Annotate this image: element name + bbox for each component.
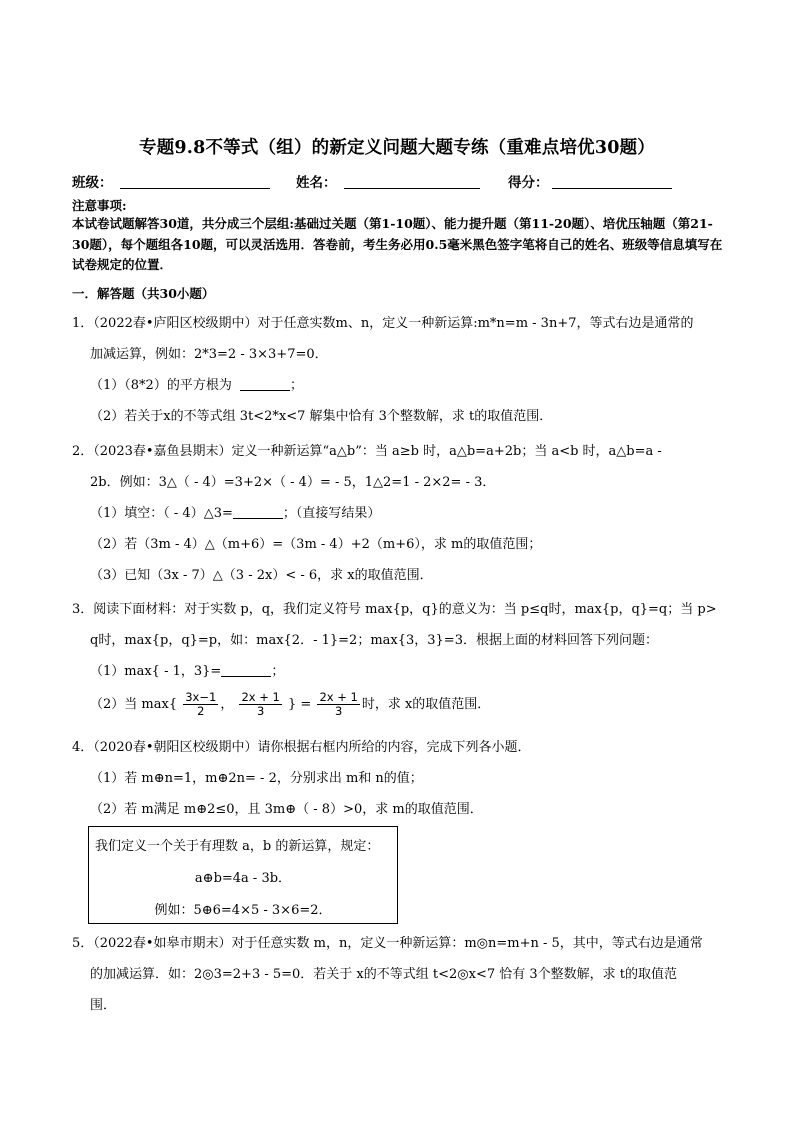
question-3-line-2: q时，max{p，q}=p，如：max{2．- 1}=2；max{3，3}=3．根据上面的材料回答下列问题： — [90, 633, 658, 648]
question-4-part-1: （1）若 m⊕n=1，m⊕2n= - 2，分别求出 m和 n的值； — [90, 771, 423, 786]
question-2-line-1: 2．（2023春•嘉鱼县期末）定义一种新运算“a△b”：当 a≥b 时，a△b=a+2b；当 a<b 时，a△b=a - — [72, 444, 662, 459]
question-2-line-2: 2b．例如：3△（ - 4）=3+2×（ - 4）= - 5，1△2=1 - 2×2= - 3． — [90, 475, 496, 490]
notice-body: 本试卷试题解答30道，共分成三个层组:基础过关题（第1-10题）、能力提升题（第11-20题）、培优压轴题（第21-30题），每个题组各10题，可以灵活选用．答卷前，考生务必用0.5毫米黑色签字笔将自己的姓名、班级等信息填写在试卷规定的位置． — [72, 216, 723, 272]
answer-blank[interactable] — [221, 662, 271, 677]
question-3-part-2-post: 时，求 x的取值范围． — [361, 697, 491, 712]
question-1-line-1: 1．（2022春•庐阳区校级期中）对于任意实数m、n，定义一种新运算:m*n=m - 3n+7，等式右边是通常的 — [72, 316, 694, 331]
question-5-line-3: 围． — [90, 998, 117, 1013]
equals: } = — [288, 697, 312, 712]
fraction-2-numerator: 2x + 1 — [241, 690, 280, 704]
definition-line-1: 我们定义一个关于有理数 a，b 的新运算，规定： — [95, 839, 380, 854]
fraction-1-denominator: 2 — [197, 704, 205, 718]
question-3 — [72, 594, 726, 723]
question-1-part-1-text: （1）（8*2）的平方根为 — [90, 378, 232, 393]
page-title: 专题9.8不等式（组）的新定义问题大题专练（重难点培优30题） — [139, 138, 655, 158]
fraction-3-numerator: 2x + 1 — [319, 690, 358, 704]
question-3-part-1-text: （1）max{ - 1，3}= — [90, 664, 222, 679]
question-5-line-2: 的加减运算．如：2◎3=2+3 - 5=0．若关于 x的不等式组 t<2◎x<7 恰有 3个整数解，求 t的取值范 — [90, 967, 678, 982]
question-3-part-2 — [72, 687, 726, 723]
question-3-line-1: 3．阅读下面材料：对于实数 p，q，我们定义符号 max{p，q}的意义为：当 p≤q时，max{p，q}=q；当 p> — [72, 602, 717, 617]
question-2-part-2: （2）若（3m - 4）△（m+6）=（3m - 4）+2（m+6），求 m的取值范围； — [90, 537, 542, 552]
notice-heading: 注意事项: — [72, 198, 127, 213]
definition-line-2: a⊕b=4a - 3b． — [194, 871, 292, 886]
question-2-part-1 — [72, 498, 726, 529]
question-4-part-2: （2）若 m满足 m⊕2≤0，且 3m⊕（ - 8）>0，求 m的取值范围． — [90, 802, 483, 817]
question-1-line-2: 加减运算，例如：2*3=2 - 3×3+7=0． — [90, 347, 328, 362]
answer-blank[interactable] — [233, 504, 283, 519]
question-5-line-1: 5．（2022春•如皋市期末）对于任意实数 m，n，定义一种新运算：m◎n=m+n - 5，其中，等式右边是通常 — [72, 936, 703, 951]
question-3-part-1 — [72, 656, 726, 687]
score-blank[interactable] — [552, 188, 672, 189]
name-blank[interactable] — [344, 188, 480, 189]
question-4-line-1: 4．（2020春•朝阳区校级期中）请你根据右框内所给的内容，完成下列各小题． — [72, 740, 531, 755]
question-3-part-1-end: ； — [271, 664, 285, 679]
class-label: 班级： — [72, 175, 113, 191]
fraction-2-denominator: 3 — [257, 704, 265, 718]
question-2-part-1-end: ；（直接写结果） — [282, 506, 381, 521]
comma: ， — [220, 697, 234, 712]
question-2 — [72, 436, 726, 591]
question-1-part-1-end: ； — [289, 378, 303, 393]
answer-blank[interactable] — [240, 376, 290, 391]
name-label: 姓名： — [296, 175, 337, 191]
question-2-part-3: （3）已知（3x - 7）△（3 - 2x）< - 6，求 x的取值范围． — [90, 568, 433, 583]
question-1 — [72, 308, 726, 432]
question-4 — [72, 732, 726, 825]
score-label: 得分： — [508, 175, 549, 191]
class-blank[interactable] — [120, 188, 270, 189]
definition-box — [88, 826, 398, 924]
fraction-3-denominator: 3 — [334, 704, 343, 718]
definition-line-3: 例如：5⊕6=4×5 - 3×6=2． — [154, 903, 332, 918]
fraction-1-numerator: 3x−1 — [185, 690, 217, 704]
fraction-2 — [239, 691, 281, 718]
question-1-part-2: （2）若关于x的不等式组 3t<2*x<7 解集中恰有 3个整数解，求 t的取值范围． — [90, 409, 553, 424]
student-info-row — [72, 171, 712, 191]
question-1-part-1 — [72, 370, 726, 401]
section-heading: 一．解答题（共30小题） — [72, 286, 215, 301]
fraction-3 — [317, 691, 359, 718]
question-5 — [72, 928, 726, 1021]
question-2-part-1-text: （1）填空：（ - 4）△3= — [90, 506, 233, 521]
fraction-1 — [183, 691, 218, 718]
question-3-part-2-pre: （2）当 max{ — [90, 697, 178, 712]
